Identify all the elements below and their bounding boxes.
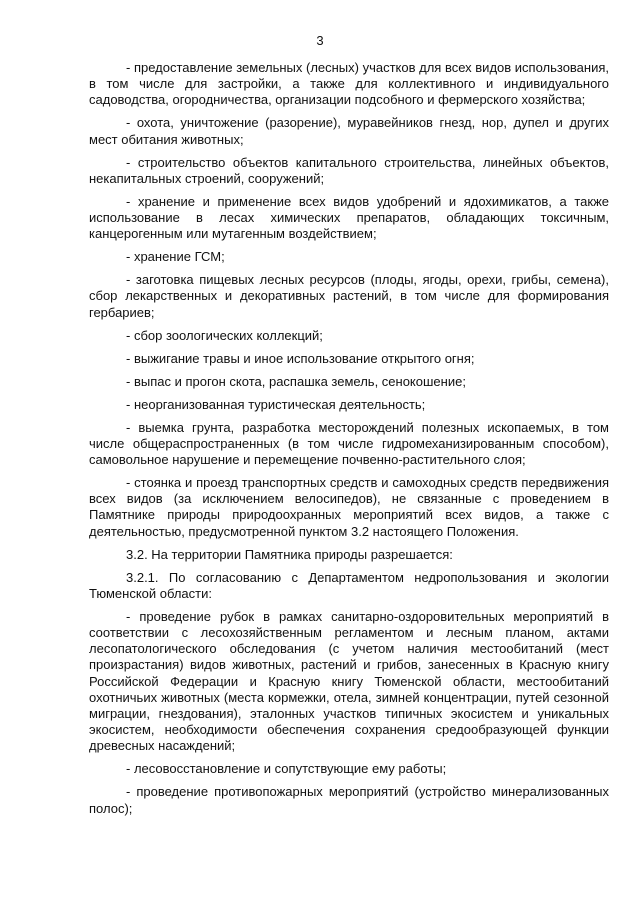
document-body (89, 60, 609, 824)
paragraph-fertilizers: - хранение и применение всех видов удобрений и ядохимикатов, а также использование в лесах химических препаратов, обладающих токсичным, канцерогенным или мутагенным воздействием; (89, 193, 609, 242)
paragraph-grass-burning: - выжигание травы и иное использование открытого огня; (126, 350, 475, 366)
paragraph-fuel-storage: - хранение ГСМ; (126, 249, 225, 265)
page-number: 3 (316, 33, 324, 48)
paragraph-reforestation: - лесовосстановление и сопутствующие ему работы; (126, 761, 447, 777)
section-heading-3-2-1: 3.2.1. По согласованию с Департаментом недропользования и экологии Тюменской области: (89, 569, 609, 601)
paragraph-vehicles: - стоянка и проезд транспортных средств и самоходных средств передвижения всех видов (за исключением велосипедов), не связанные с проведением в Памятнике природы природоохранных мероприятий всех видов, а также с деятельностью, предусмотренной пунктом 3.2 настоящего Положения. (89, 475, 609, 539)
paragraph-forest-resources: - заготовка пищевых лесных ресурсов (плоды, ягоды, орехи, грибы, семена), сбор лекарственных и декоративных растений, в том числе для формирования гербариев; (89, 272, 609, 320)
paragraph-fire-prevention: - проведение противопожарных мероприятий (устройство минерализованных полос); (89, 784, 609, 816)
paragraph-construction: - строительство объектов капитального строительства, линейных объектов, некапитальных строений, сооружений; (89, 154, 609, 186)
paragraph-excavation: - выемка грунта, разработка месторождений полезных ископаемых, в том числе общераспространенных (в том числе гидромеханизированным способом), самовольное нарушение и перемещение почвенно-растительного слоя; (89, 419, 609, 468)
paragraph-hunting: - охота, уничтожение (разорение), муравейников гнезд, нор, дупел и других мест обитания животных; (89, 115, 609, 147)
paragraph-sanitary-cutting: - проведение рубок в рамках санитарно-оздоровительных мероприятий в соответствии с лесохозяйственным регламентом и лесным планом, актами лесопатологического обследования (с учетом наличия местообитаний (мест произрастания) видов животных, растений и грибов, занесенных в Красную книгу Российской Федерации и Красную книгу Тюменской области, местообитаний охотничьих животных (места кормежки, отела, зимней концентрации, путей сезонной миграции, гнездования), эталонных участков типичных экосистем и уникальных экосистем, необходимости обеспечения сохранения средообразующей функции древесных насаждений; (89, 608, 609, 754)
paragraph-land-allocation: - предоставление земельных (лесных) участков для всех видов использования, в том числе для застройки, а также для коллективного и индивидуального садоводства, огородничества, организации подсобного и фермерского хозяйства; (89, 60, 610, 108)
section-heading-3-2: 3.2. На территории Памятника природы разрешается: (126, 546, 453, 562)
paragraph-grazing: - выпас и прогон скота, распашка земель, сенокошение; (126, 373, 466, 389)
paragraph-tourism: - неорганизованная туристическая деятельность; (126, 396, 426, 412)
paragraph-zoological-collections: - сбор зоологических коллекций; (126, 327, 323, 343)
